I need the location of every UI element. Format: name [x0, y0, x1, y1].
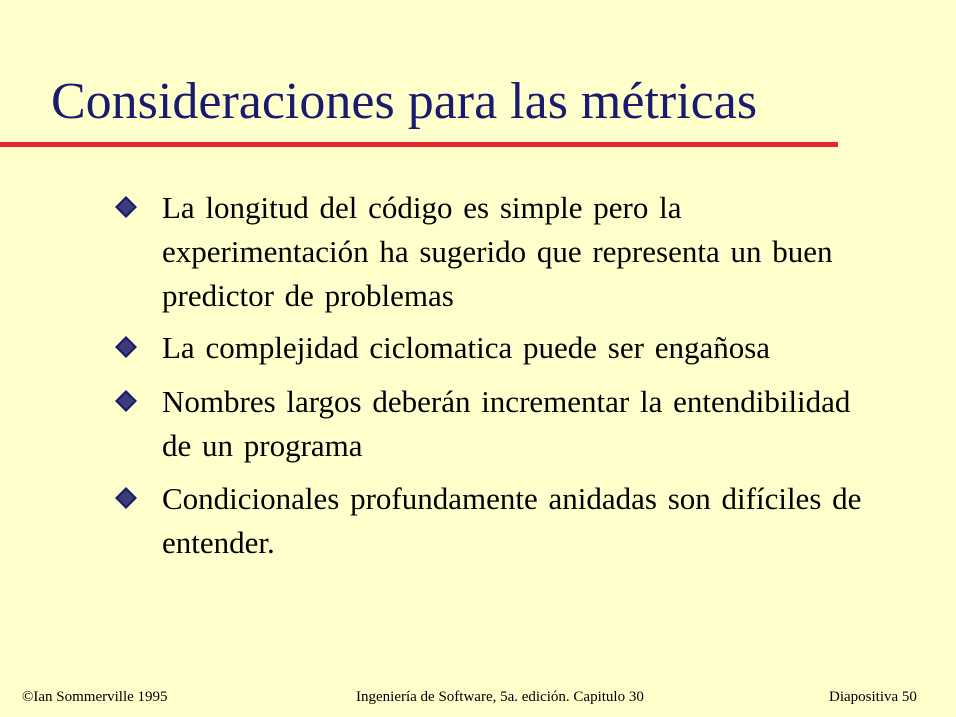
diamond-bullet-icon	[115, 196, 137, 218]
diamond-bullet-icon	[115, 390, 137, 412]
bullet-text: La longitud del código es simple pero la experimentación ha sugerido que representa un buen predictor de problemas	[162, 190, 833, 313]
footer-book-title: Ingeniería de Software, 5a. edición. Capitulo 30	[356, 689, 644, 705]
footer-copyright: ©Ian Sommerville 1995	[22, 689, 168, 705]
footer-slide-number: Diapositiva 50	[829, 689, 917, 705]
slide-title: Consideraciones para las métricas	[51, 73, 758, 130]
diamond-bullet-icon	[115, 336, 137, 358]
bullet-text: Condicionales profundamente anidadas son difíciles de entender.	[162, 481, 862, 560]
bullet-text: La complejidad ciclomatica puede ser engañosa	[162, 330, 771, 365]
diamond-bullet-icon	[115, 487, 137, 509]
bullet-text: Nombres largos deberán incrementar la entendibilidad de un programa	[162, 384, 851, 463]
